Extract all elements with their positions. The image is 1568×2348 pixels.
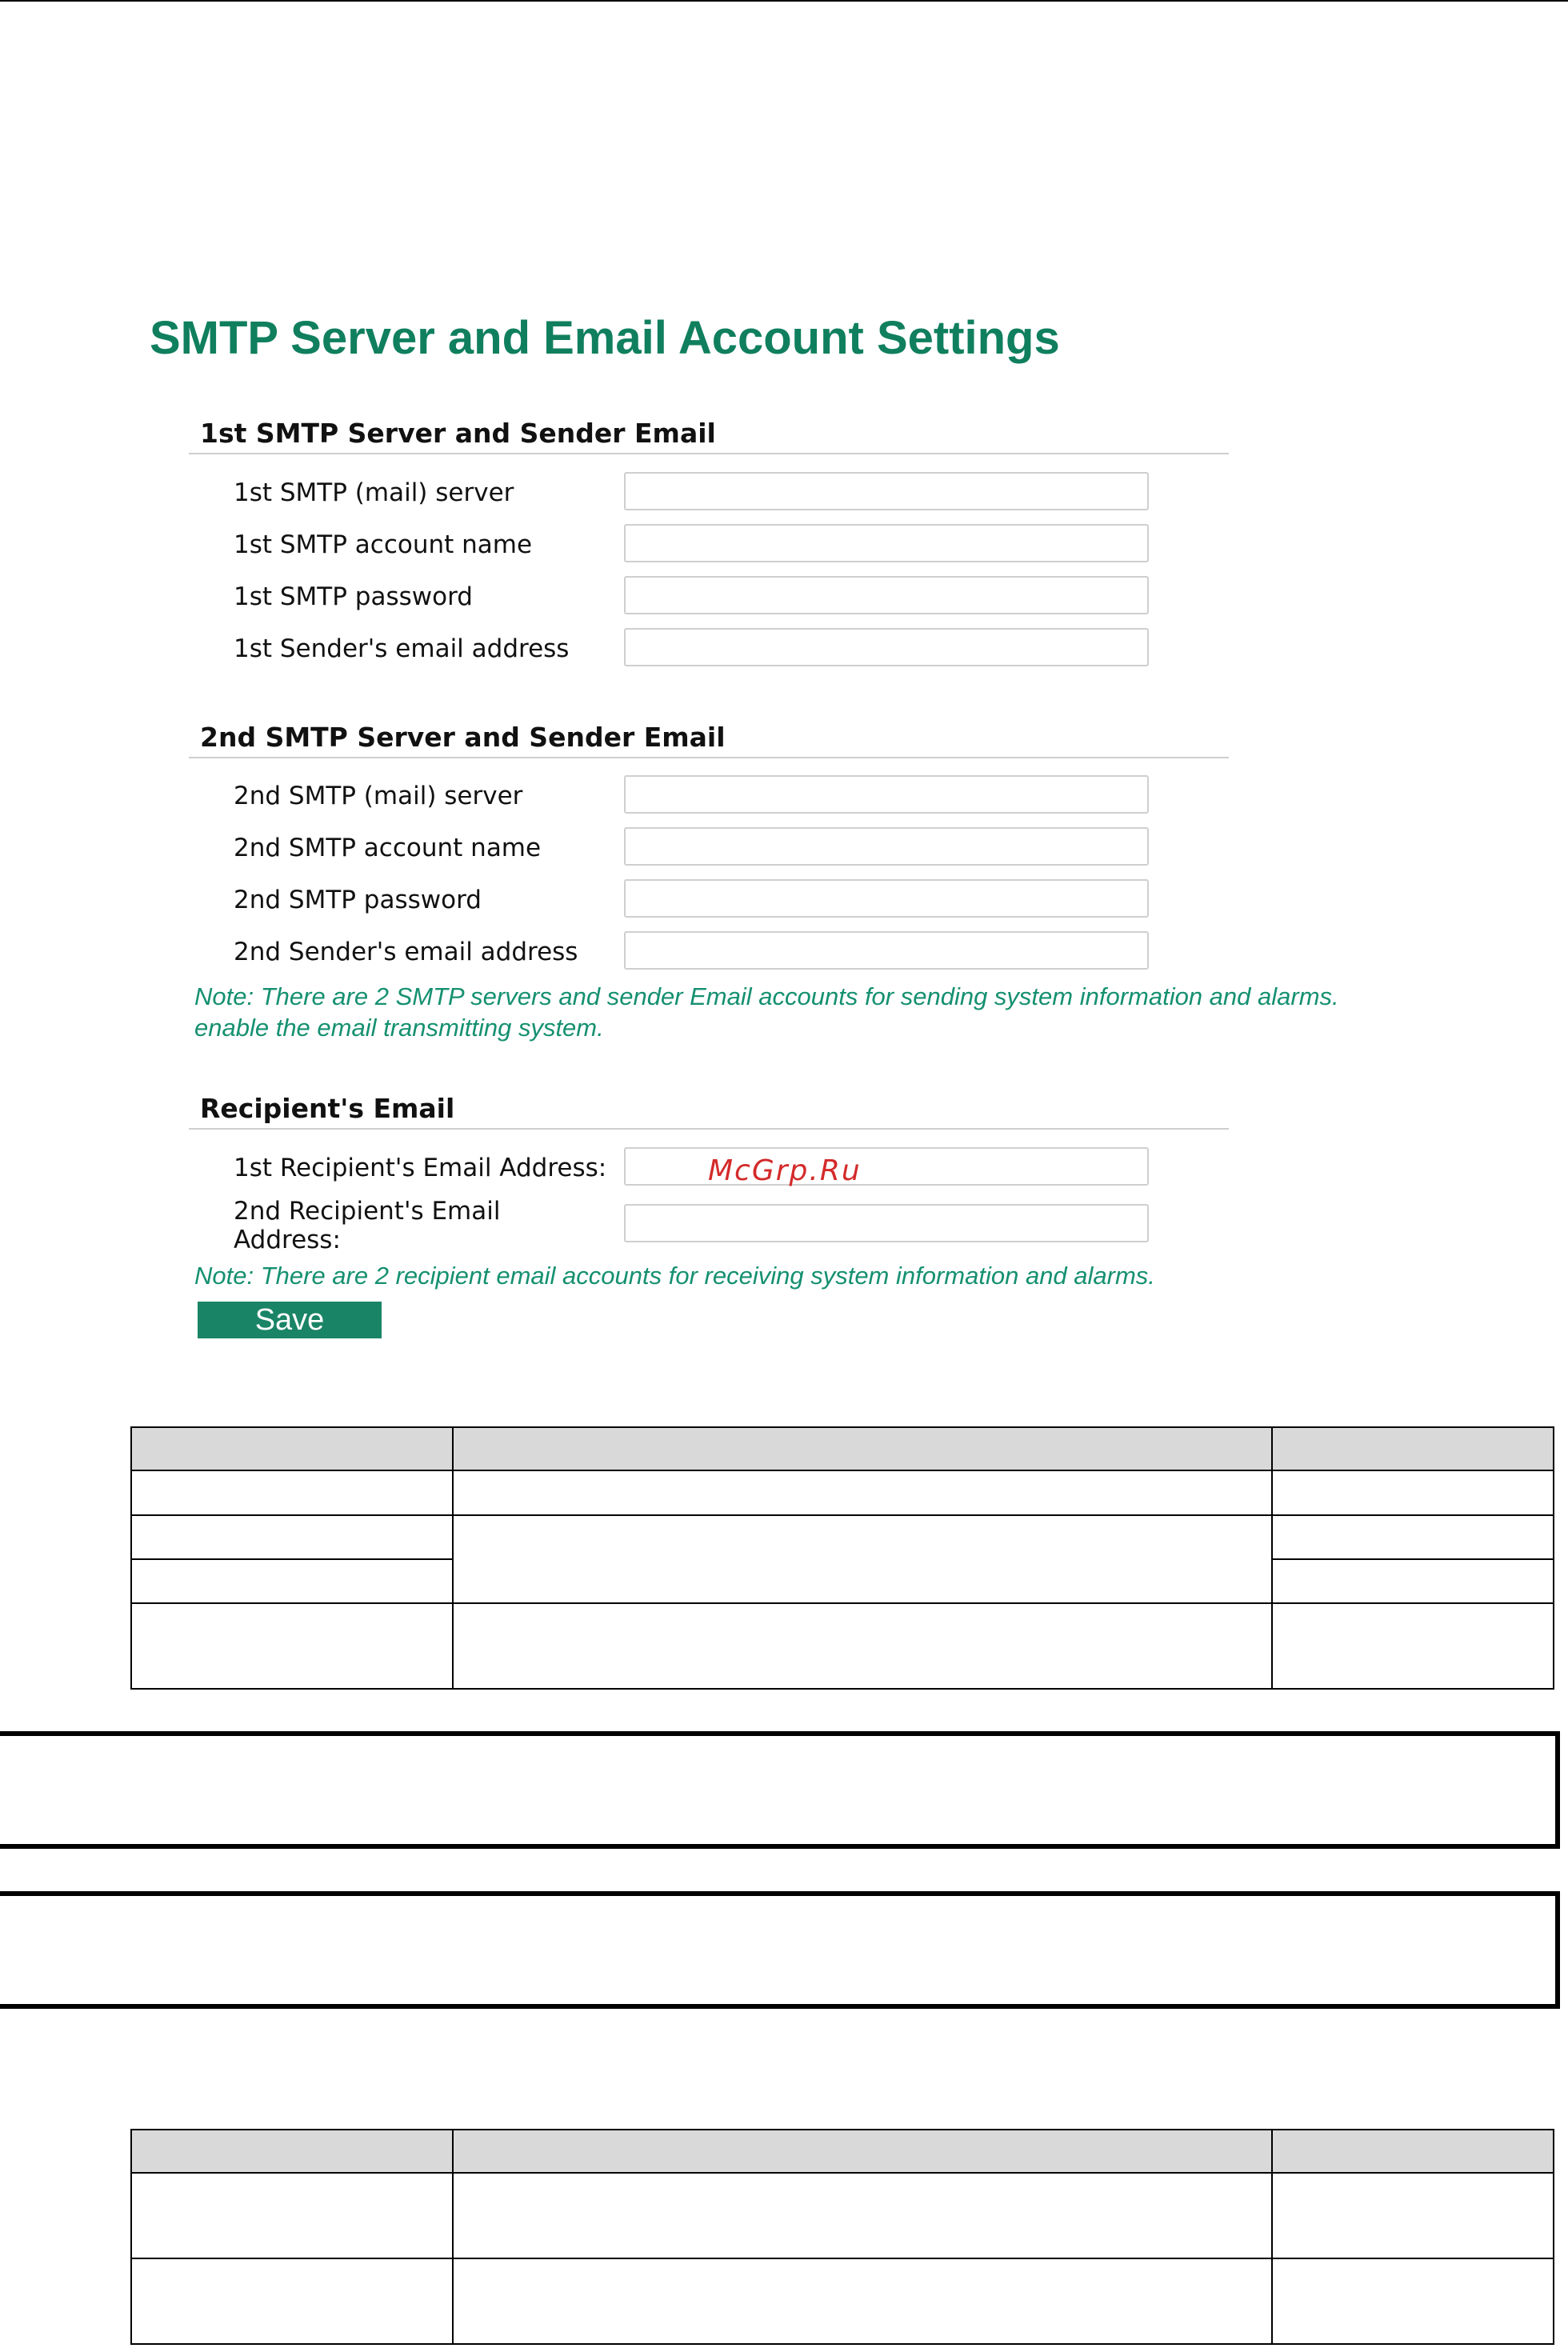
input-2nd-smtp-password[interactable]: [624, 879, 1149, 918]
input-2nd-sender-email[interactable]: [624, 931, 1149, 970]
label-2nd-smtp-password: 2nd SMTP password: [234, 886, 482, 914]
watermark: McGrp.Ru: [708, 1154, 862, 1187]
table-cell: [1272, 1515, 1554, 1559]
table-cell: [1272, 2258, 1554, 2344]
settings-table-2: [130, 2129, 1554, 2345]
table-cell: [453, 2173, 1272, 2258]
recipient-note: Note: There are 2 recipient email accounts for receiving system information and alarms.: [194, 1262, 1155, 1290]
section-heading-label: 1st SMTP Server and Sender Email: [200, 418, 716, 449]
table-row: [131, 2173, 1554, 2258]
smtp-note-line-1: Note: There are 2 SMTP servers and sender Email accounts for sending system information and alarms.: [194, 982, 1339, 1010]
table-cell: [131, 1603, 453, 1689]
label-2nd-sender-email: 2nd Sender's email address: [234, 938, 578, 966]
input-1st-smtp-password[interactable]: [624, 576, 1149, 614]
input-2nd-smtp-server[interactable]: [624, 775, 1149, 814]
notice-box-2: [0, 1891, 1560, 2009]
table-header-cell: [1272, 1427, 1554, 1470]
table-cell: [1272, 2173, 1554, 2258]
table-row: [131, 1515, 1554, 1559]
table-header-cell: [1272, 2130, 1554, 2173]
table-cell: [1272, 1559, 1554, 1603]
table-cell: [131, 1559, 453, 1603]
label-2nd-smtp-account-name: 2nd SMTP account name: [234, 834, 542, 862]
label-1st-smtp-server: 1st SMTP (mail) server: [234, 478, 514, 507]
label-2nd-recipient-email: 2nd Recipient's Email Address:: [234, 1197, 501, 1254]
table-cell: [1272, 1470, 1554, 1515]
section-heading-recipients: [189, 1090, 1229, 1130]
notice-box-1: [0, 1731, 1560, 1849]
table-row: [131, 2258, 1554, 2344]
table-cell: [453, 1515, 1272, 1603]
label-1st-sender-email: 1st Sender's email address: [234, 634, 570, 663]
save-button[interactable]: Save: [198, 1302, 382, 1338]
input-1st-smtp-server[interactable]: [624, 472, 1149, 510]
table-cell: [131, 2258, 453, 2344]
table-header-cell: [453, 2130, 1272, 2173]
input-1st-sender-email[interactable]: [624, 628, 1149, 666]
table-cell: [453, 1470, 1272, 1515]
section-heading-2nd-smtp: [189, 718, 1229, 758]
section-heading-1st-smtp: [189, 414, 1229, 454]
input-2nd-smtp-account-name[interactable]: [624, 827, 1149, 866]
page-title: SMTP Server and Email Account Settings: [150, 312, 1060, 364]
input-1st-recipient-email[interactable]: [624, 1147, 1149, 1186]
table-header-row: [131, 1427, 1554, 1470]
smtp-note-line-2: enable the email transmitting system.: [194, 1014, 604, 1042]
table-header-row: [131, 2130, 1554, 2173]
table-header-cell: [131, 1427, 453, 1470]
label-2nd-smtp-server: 2nd SMTP (mail) server: [234, 782, 523, 810]
input-2nd-recipient-email[interactable]: [624, 1204, 1149, 1242]
table-header-cell: [131, 2130, 453, 2173]
label-1st-recipient-email: 1st Recipient's Email Address:: [234, 1154, 607, 1182]
section-heading-label: 2nd SMTP Server and Sender Email: [200, 722, 726, 753]
table-cell: [131, 1515, 453, 1559]
table-cell: [453, 1603, 1272, 1689]
table-cell: [1272, 1603, 1554, 1689]
table-cell: [453, 2258, 1272, 2344]
table-header-cell: [453, 1427, 1272, 1470]
label-1st-smtp-account-name: 1st SMTP account name: [234, 530, 533, 559]
table-cell: [131, 1470, 453, 1515]
settings-table-1: [130, 1426, 1554, 1690]
table-row: [131, 1470, 1554, 1515]
table-cell: [131, 2173, 453, 2258]
input-1st-smtp-account-name[interactable]: [624, 524, 1149, 562]
table-row: [131, 1603, 1554, 1689]
section-heading-label: Recipient's Email: [200, 1093, 455, 1124]
top-rule: [0, 0, 1568, 2]
label-1st-smtp-password: 1st SMTP password: [234, 582, 473, 611]
